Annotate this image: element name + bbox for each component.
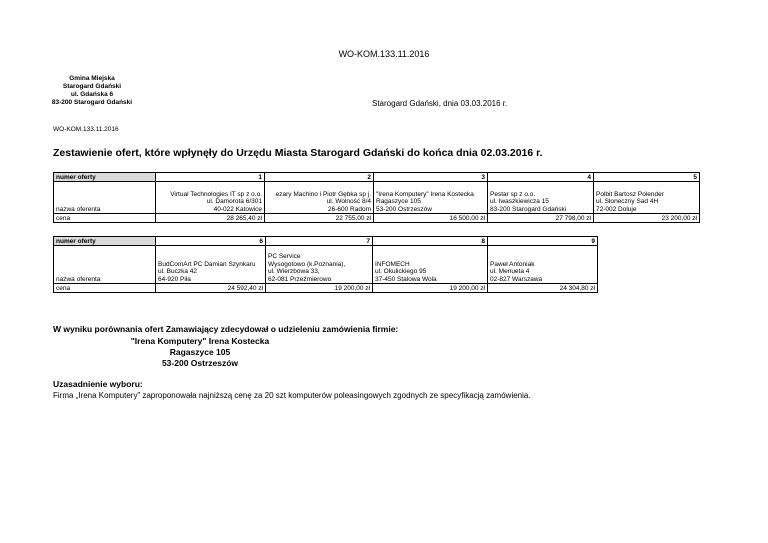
row-label-price: cena	[54, 214, 156, 223]
bidder-name: PC Service	[268, 253, 301, 260]
bidder-name: ezary Machino i Piotr Gębka sp j.	[275, 190, 371, 198]
bidder-cell	[265, 182, 374, 214]
bidder-address: ul. Słoneczny Sad 4H	[596, 198, 659, 205]
row-label-price: cena	[54, 284, 156, 293]
bidder-address: 62-081 Przeźmierowo	[268, 275, 332, 283]
bidder-address: ul. Wierzbowa 33,	[268, 268, 320, 275]
offer-price: 27 798,00 zł	[488, 214, 594, 223]
bidder-address: Wysogotowo (k.Poznania),	[268, 260, 346, 268]
document-reference: WO-KOM.133.11.2016	[53, 126, 119, 133]
offer-price: 22 755,00 zł	[265, 214, 374, 223]
offer-price: 28 265,40 zł	[156, 214, 265, 223]
row-label-bidder: nazwa oferenta	[54, 246, 156, 284]
offers-table-2	[53, 236, 598, 293]
org-line: Gmina Miejska	[69, 75, 115, 82]
bidder-name: "Irena Komputery" Irena Kostecka	[376, 190, 474, 198]
bidder-address: 40-022 Katowice	[213, 205, 262, 213]
offer-number: 4	[488, 173, 594, 182]
bidder-address: 83-200 Starogard Gdański	[490, 205, 567, 213]
bidder-address: 64-920 Piła	[158, 275, 191, 283]
offer-number: 3	[374, 173, 488, 182]
page-title: Zestawienie ofert, które wpłynęły do Urzędu Miasta Starogard Gdański do końca dnia 02.03.2016 r.	[53, 147, 543, 159]
bidder-address: 37-450 Stalowa Wola	[375, 275, 437, 283]
bidder-cell	[594, 182, 700, 214]
row-label-number: numer oferty	[54, 237, 156, 246]
winning-bidder	[130, 336, 270, 369]
offer-number: 7	[266, 237, 373, 246]
place-and-date: Starogard Gdański, dnia 03.03.2016 r.	[372, 99, 508, 108]
offer-number: 8	[373, 237, 488, 246]
document-reference-top: WO-KOM.133.11.2016	[338, 49, 430, 59]
organization-address	[30, 75, 154, 107]
offer-price: 24 304,80 zł	[488, 284, 598, 293]
winner-address: 53-200 Ostrzeszów	[161, 358, 239, 368]
org-line: 83-200 Starogard Gdański	[51, 99, 133, 106]
offer-number: 9	[488, 237, 598, 246]
bidder-address: 53-200 Ostrzeszów	[376, 205, 432, 213]
winner-name: "Irena Komputery" Irena Kostecka	[130, 336, 270, 346]
offer-price: 19 200,00 zł	[373, 284, 488, 293]
offer-price: 16 500,00 zł	[374, 214, 488, 223]
offer-number: 6	[156, 237, 266, 246]
winner-address: Ragaszyce 105	[169, 347, 231, 357]
org-line: Starogard Gdański	[62, 83, 122, 90]
bidder-address: 02-827 Warszawa	[490, 275, 543, 283]
bidder-name: BudComArt PC Damian Szynkaru	[158, 260, 256, 268]
bidder-cell	[373, 246, 488, 284]
bidder-address: Ragaszyce 105	[376, 198, 421, 205]
bidder-name: INFOMECH	[375, 260, 410, 268]
bidder-cell	[156, 182, 265, 214]
offer-price: 19 200,00 zł	[266, 284, 373, 293]
decision-statement: W wyniku porównania ofert Zamawiający zdecydował o udzieleniu zamówienia firmie:	[53, 324, 399, 334]
bidder-name: Pestar sp z o.o.	[490, 190, 536, 198]
bidder-address: ul. Iwaszkiewicza 15	[490, 198, 549, 205]
offer-price: 23 200,00 zł	[594, 214, 700, 223]
bidder-cell	[488, 182, 594, 214]
bidder-cell	[266, 246, 373, 284]
bidder-address: ul. Buczka 42	[158, 268, 198, 275]
row-label-bidder: nazwa oferenta	[54, 182, 156, 214]
bidder-address: ul. Menueta 4	[490, 268, 530, 275]
bidder-name: Polbit Bartosz Polender	[596, 190, 664, 198]
bidder-name: Paweł Antoniak	[490, 260, 535, 268]
bidder-name: Virtual Technologies IT sp z o.o.	[170, 190, 262, 198]
justification-text: Firma „Irena Komputery” zaproponowała najniższą cenę za 20 szt komputerów poleasingowych zgodnych ze specyfikacją zamówienia.	[53, 391, 531, 400]
bidder-address: 72-002 Doluje	[596, 205, 637, 213]
row-label-number: numer oferty	[54, 173, 156, 182]
bidder-cell	[374, 182, 488, 214]
bidder-address: ul. Damorota 6/301	[206, 198, 262, 205]
justification-heading: Uzasadnienie wyboru:	[53, 379, 143, 389]
offer-number: 5	[594, 173, 700, 182]
offers-table-1	[53, 172, 700, 223]
offer-number: 1	[156, 173, 265, 182]
bidder-cell	[156, 246, 266, 284]
org-line: ul. Gdańska 6	[70, 91, 114, 98]
offer-number: 2	[265, 173, 374, 182]
bidder-address: ul. Wolność 8/4	[326, 198, 371, 205]
offer-price: 24 592,40 zł	[156, 284, 266, 293]
bidder-address: 26-600 Radom	[328, 205, 371, 213]
bidder-address: ul. Okulickiego 95	[375, 268, 427, 275]
bidder-cell	[488, 246, 598, 284]
